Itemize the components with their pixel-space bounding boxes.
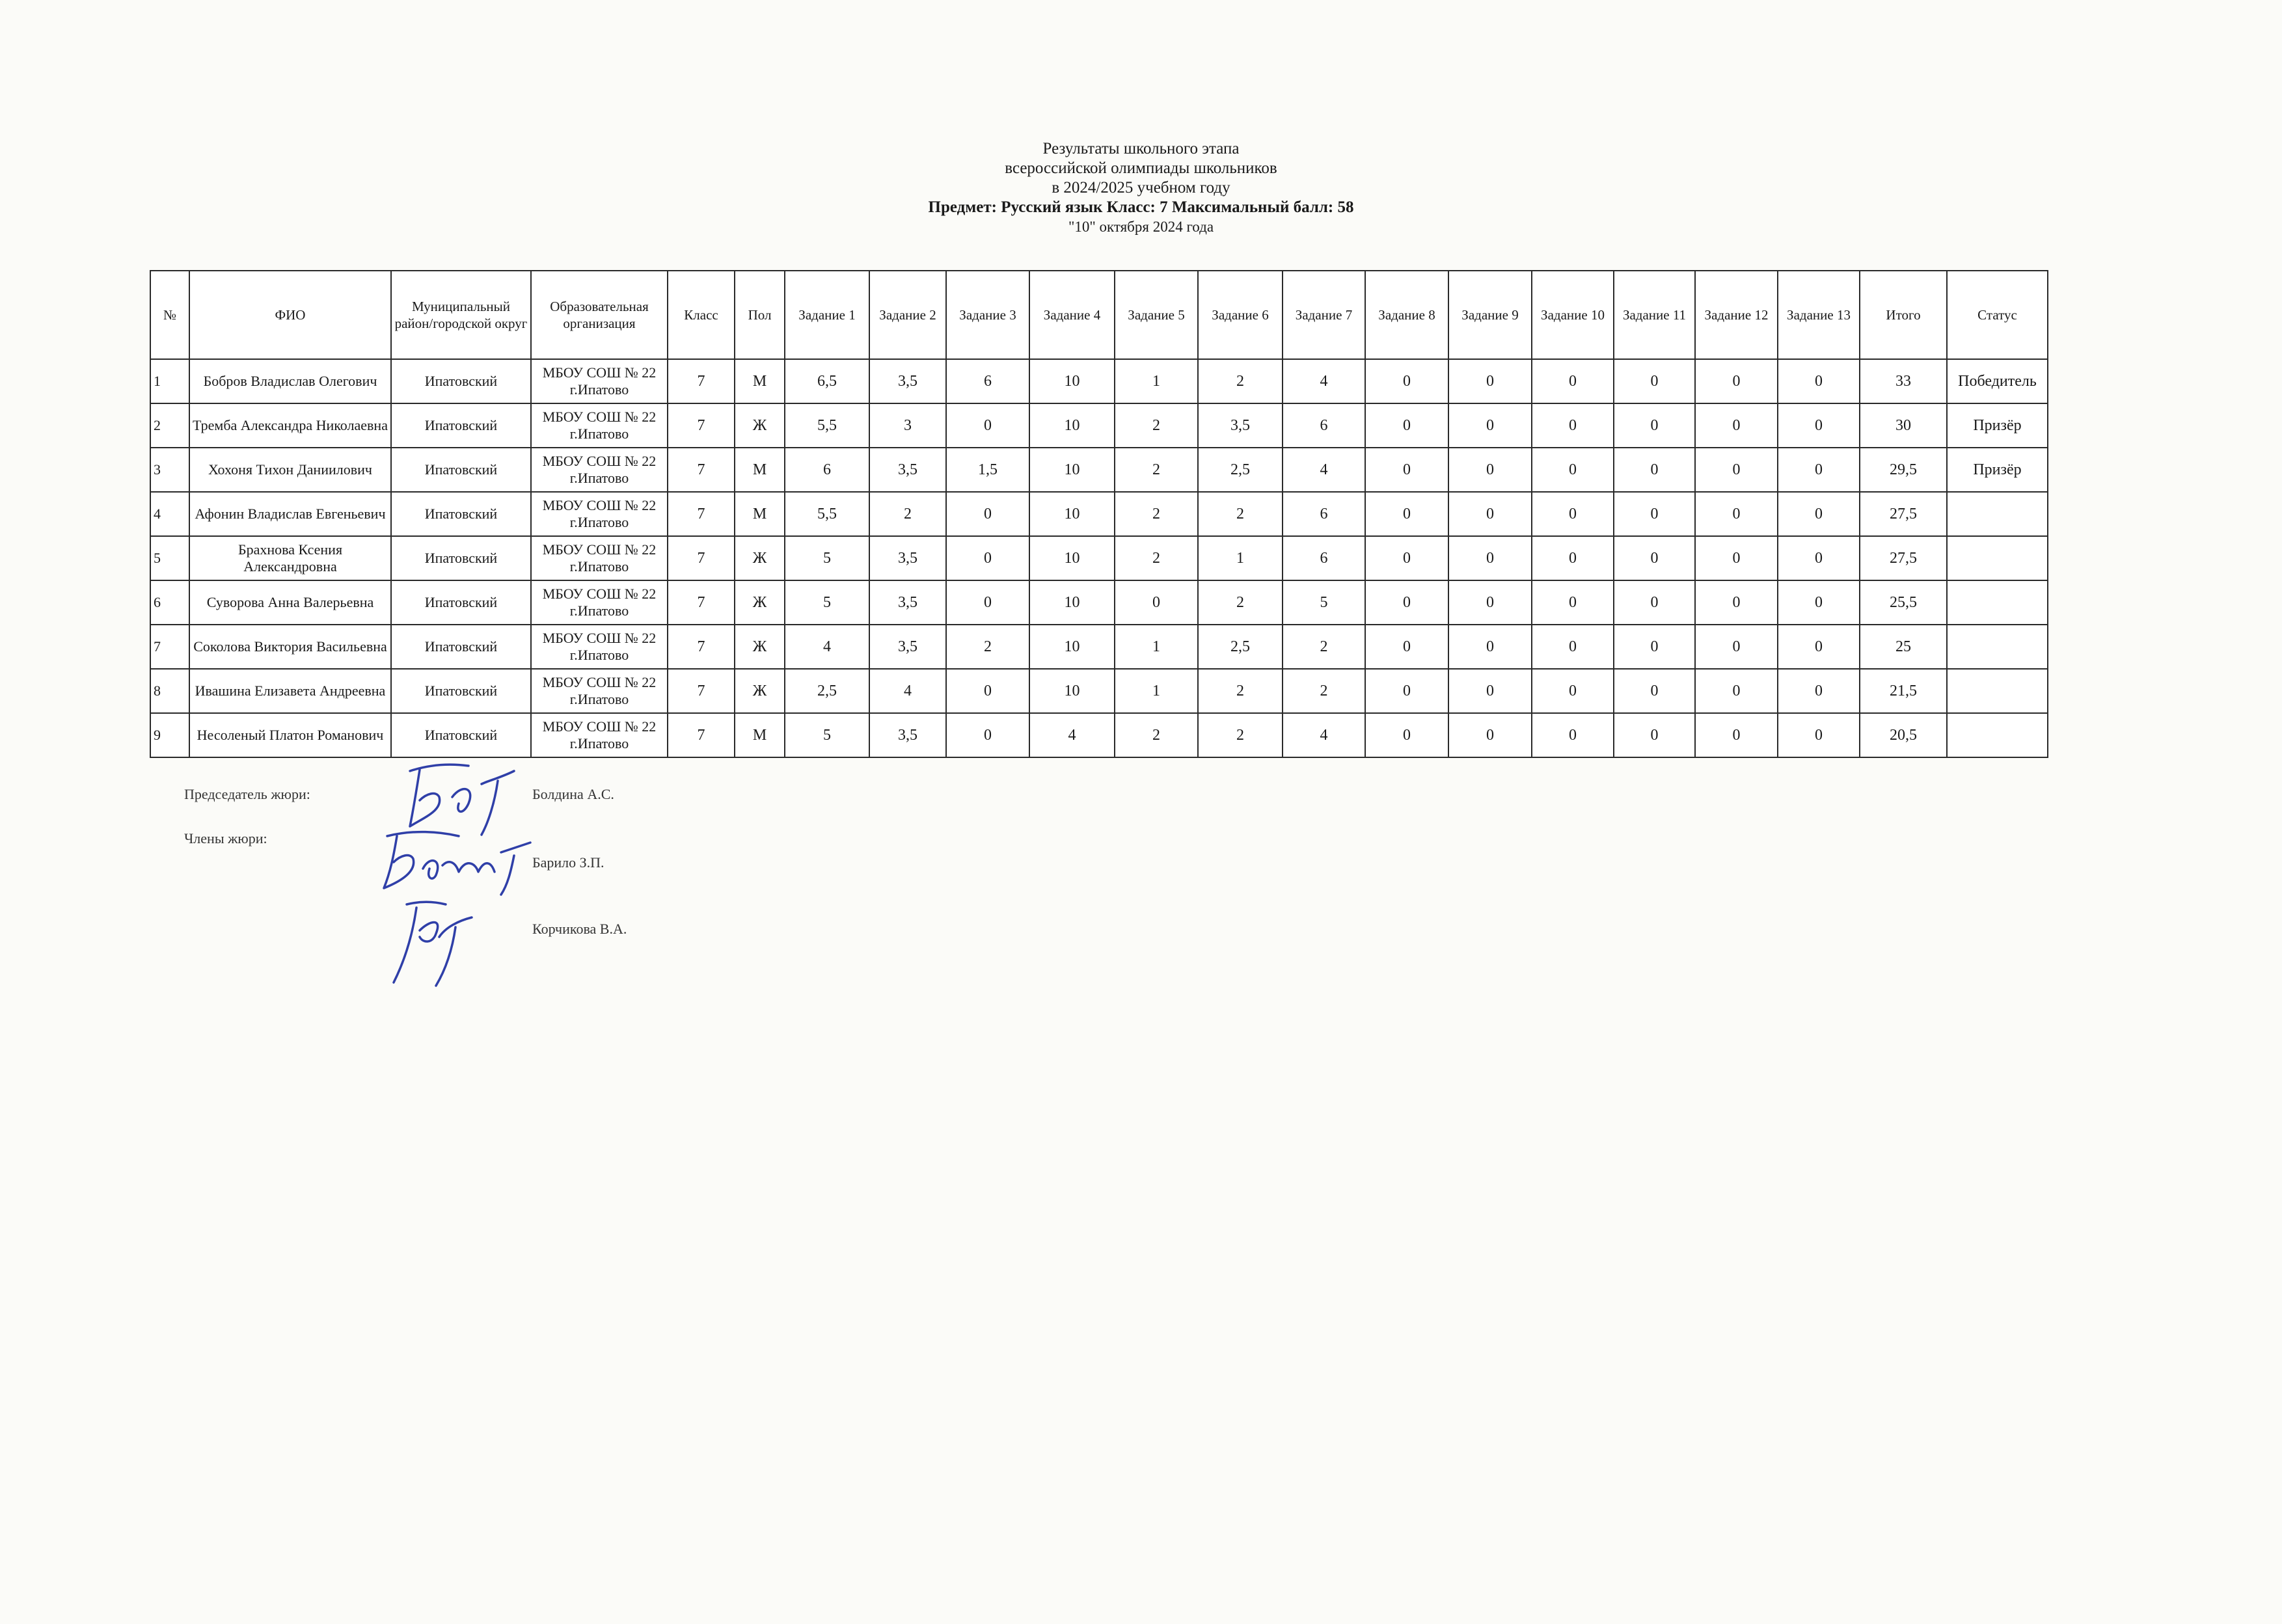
col-task-4-cell: 10 — [1029, 448, 1115, 492]
col-total-header: Итого — [1860, 271, 1947, 359]
col-task-10-cell: 0 — [1532, 492, 1614, 536]
col-task-1-cell: 5,5 — [785, 403, 869, 448]
col-task-8-cell: 0 — [1365, 625, 1448, 669]
title-line-1: Результаты школьного этапа — [1042, 140, 1240, 157]
table-row — [150, 536, 2048, 580]
col-task-10-cell: 0 — [1532, 536, 1614, 580]
col-task-12-cell: 0 — [1695, 625, 1778, 669]
col-number-cell: 5 — [150, 536, 189, 580]
col-task-13-cell: 0 — [1778, 669, 1860, 713]
col-task-13-cell: 0 — [1778, 403, 1860, 448]
col-task-6-cell: 2 — [1198, 669, 1283, 713]
col-fio-cell: Афонин Владислав Евгеньевич — [189, 492, 391, 536]
col-task-13-cell: 0 — [1778, 713, 1860, 757]
table-row — [150, 448, 2048, 492]
col-task-12-cell: 0 — [1695, 580, 1778, 625]
col-fio-cell: Бобров Владислав Олегович — [189, 359, 391, 403]
col-class-header: Класс — [668, 271, 735, 359]
col-task-4-cell: 10 — [1029, 625, 1115, 669]
col-task-9-cell: 0 — [1448, 492, 1532, 536]
col-organization-cell: МБОУ СОШ № 22 г.Ипатово — [531, 403, 668, 448]
col-municipality-header: Муниципальный район/городской округ — [391, 271, 531, 359]
col-task-7-cell: 2 — [1283, 669, 1365, 713]
col-task-9-header: Задание 9 — [1448, 271, 1532, 359]
col-fio-cell: Хохоня Тихон Даниилович — [189, 448, 391, 492]
col-class-cell: 7 — [668, 536, 735, 580]
col-number-header: № — [150, 271, 189, 359]
col-status-cell: Призёр — [1947, 403, 2048, 448]
col-task-11-cell: 0 — [1614, 448, 1695, 492]
results-table — [150, 270, 2048, 758]
table-row — [150, 403, 2048, 448]
col-task-6-header: Задание 6 — [1198, 271, 1283, 359]
col-organization-header: Образовательная организация — [531, 271, 668, 359]
col-class-cell: 7 — [668, 359, 735, 403]
col-total-cell: 21,5 — [1860, 669, 1947, 713]
col-task-1-cell: 6 — [785, 448, 869, 492]
col-class-cell: 7 — [668, 669, 735, 713]
title-line-2: всероссийской олимпиады школьников — [1005, 159, 1277, 177]
col-class-cell: 7 — [668, 580, 735, 625]
col-gender-cell: Ж — [735, 580, 785, 625]
col-status-cell — [1947, 492, 2048, 536]
col-task-2-cell: 4 — [869, 669, 946, 713]
col-task-5-cell: 2 — [1115, 536, 1198, 580]
col-task-4-cell: 10 — [1029, 580, 1115, 625]
col-task-10-cell: 0 — [1532, 359, 1614, 403]
col-task-12-cell: 0 — [1695, 669, 1778, 713]
col-task-3-cell: 1,5 — [946, 448, 1029, 492]
col-task-13-cell: 0 — [1778, 580, 1860, 625]
col-task-3-cell: 0 — [946, 713, 1029, 757]
col-task-6-cell: 1 — [1198, 536, 1283, 580]
member-2-signature — [381, 891, 485, 989]
col-class-cell: 7 — [668, 713, 735, 757]
table-row — [150, 359, 2048, 403]
col-class-cell: 7 — [668, 625, 735, 669]
col-task-6-cell: 2 — [1198, 492, 1283, 536]
col-fio-cell: Ивашина Елизавета Андреевна — [189, 669, 391, 713]
col-gender-cell: Ж — [735, 403, 785, 448]
col-task-2-cell: 2 — [869, 492, 946, 536]
col-task-7-cell: 6 — [1283, 492, 1365, 536]
col-total-cell: 30 — [1860, 403, 1947, 448]
col-gender-cell: Ж — [735, 536, 785, 580]
col-task-5-header: Задание 5 — [1115, 271, 1198, 359]
col-task-9-cell: 0 — [1448, 359, 1532, 403]
col-fio-cell: Суворова Анна Валерьевна — [189, 580, 391, 625]
table-body — [150, 359, 2048, 757]
col-municipality-cell: Ипатовский — [391, 403, 531, 448]
col-task-11-cell: 0 — [1614, 669, 1695, 713]
col-number-cell: 2 — [150, 403, 189, 448]
col-number-cell: 1 — [150, 359, 189, 403]
col-municipality-cell: Ипатовский — [391, 580, 531, 625]
col-task-11-cell: 0 — [1614, 625, 1695, 669]
col-total-cell: 29,5 — [1860, 448, 1947, 492]
table-row — [150, 625, 2048, 669]
col-total-cell: 33 — [1860, 359, 1947, 403]
col-task-2-cell: 3,5 — [869, 359, 946, 403]
col-organization-cell: МБОУ СОШ № 22 г.Ипатово — [531, 359, 668, 403]
col-task-13-cell: 0 — [1778, 359, 1860, 403]
col-task-9-cell: 0 — [1448, 403, 1532, 448]
col-task-12-cell: 0 — [1695, 536, 1778, 580]
col-municipality-cell: Ипатовский — [391, 669, 531, 713]
col-task-12-header: Задание 12 — [1695, 271, 1778, 359]
col-task-10-cell: 0 — [1532, 448, 1614, 492]
col-organization-cell: МБОУ СОШ № 22 г.Ипатово — [531, 625, 668, 669]
col-organization-cell: МБОУ СОШ № 22 г.Ипатово — [531, 536, 668, 580]
title-line-3: в 2024/2025 учебном году — [1052, 179, 1230, 196]
col-task-5-cell: 2 — [1115, 448, 1198, 492]
col-task-8-cell: 0 — [1365, 669, 1448, 713]
col-task-3-cell: 0 — [946, 580, 1029, 625]
col-task-2-cell: 3,5 — [869, 536, 946, 580]
col-task-11-cell: 0 — [1614, 359, 1695, 403]
col-number-cell: 6 — [150, 580, 189, 625]
member-1-name: Барило З.П. — [532, 854, 604, 871]
col-task-13-cell: 0 — [1778, 492, 1860, 536]
col-fio-header: ФИО — [189, 271, 391, 359]
col-number-cell: 8 — [150, 669, 189, 713]
col-fio-cell: Соколова Виктория Васильевна — [189, 625, 391, 669]
col-task-5-cell: 1 — [1115, 359, 1198, 403]
col-total-cell: 27,5 — [1860, 492, 1947, 536]
col-gender-cell: М — [735, 359, 785, 403]
col-task-8-cell: 0 — [1365, 403, 1448, 448]
col-task-13-cell: 0 — [1778, 625, 1860, 669]
col-task-7-header: Задание 7 — [1283, 271, 1365, 359]
col-task-11-header: Задание 11 — [1614, 271, 1695, 359]
table-row — [150, 580, 2048, 625]
col-task-3-cell: 0 — [946, 403, 1029, 448]
col-organization-cell: МБОУ СОШ № 22 г.Ипатово — [531, 448, 668, 492]
col-number-cell: 9 — [150, 713, 189, 757]
col-task-11-cell: 0 — [1614, 536, 1695, 580]
col-task-8-header: Задание 8 — [1365, 271, 1448, 359]
table-row — [150, 492, 2048, 536]
col-task-2-cell: 3 — [869, 403, 946, 448]
col-task-7-cell: 5 — [1283, 580, 1365, 625]
col-task-3-cell: 6 — [946, 359, 1029, 403]
col-number-cell: 4 — [150, 492, 189, 536]
col-task-10-cell: 0 — [1532, 625, 1614, 669]
col-organization-cell: МБОУ СОШ № 22 г.Ипатово — [531, 580, 668, 625]
col-task-1-cell: 5 — [785, 536, 869, 580]
col-task-3-header: Задание 3 — [946, 271, 1029, 359]
member-1-signature — [361, 826, 537, 898]
col-task-12-cell: 0 — [1695, 713, 1778, 757]
col-number-cell: 3 — [150, 448, 189, 492]
col-status-cell — [1947, 713, 2048, 757]
col-municipality-cell: Ипатовский — [391, 492, 531, 536]
col-task-6-cell: 2 — [1198, 713, 1283, 757]
col-task-3-cell: 0 — [946, 536, 1029, 580]
col-task-9-cell: 0 — [1448, 536, 1532, 580]
col-status-cell — [1947, 669, 2048, 713]
col-task-8-cell: 0 — [1365, 536, 1448, 580]
col-status-cell — [1947, 580, 2048, 625]
col-task-1-cell: 2,5 — [785, 669, 869, 713]
subject-line: Предмет: Русский язык Класс: 7 Максимальный балл: 58 — [928, 198, 1354, 216]
col-task-7-cell: 6 — [1283, 536, 1365, 580]
col-task-5-cell: 2 — [1115, 492, 1198, 536]
col-status-cell: Призёр — [1947, 448, 2048, 492]
col-task-1-cell: 5 — [785, 580, 869, 625]
col-number-cell: 7 — [150, 625, 189, 669]
col-task-7-cell: 2 — [1283, 625, 1365, 669]
col-task-11-cell: 0 — [1614, 492, 1695, 536]
col-task-2-cell: 3,5 — [869, 713, 946, 757]
col-class-cell: 7 — [668, 403, 735, 448]
col-status-cell — [1947, 536, 2048, 580]
chair-name: Болдина А.С. — [532, 786, 614, 802]
col-municipality-cell: Ипатовский — [391, 448, 531, 492]
col-task-5-cell: 1 — [1115, 625, 1198, 669]
col-task-3-cell: 0 — [946, 492, 1029, 536]
col-task-1-cell: 5,5 — [785, 492, 869, 536]
col-task-8-cell: 0 — [1365, 492, 1448, 536]
col-task-3-cell: 0 — [946, 669, 1029, 713]
col-total-cell: 25 — [1860, 625, 1947, 669]
col-task-10-cell: 0 — [1532, 403, 1614, 448]
col-status-cell — [1947, 625, 2048, 669]
col-task-2-header: Задание 2 — [869, 271, 946, 359]
col-task-12-cell: 0 — [1695, 403, 1778, 448]
col-task-1-cell: 5 — [785, 713, 869, 757]
col-task-6-cell: 3,5 — [1198, 403, 1283, 448]
col-task-13-cell: 0 — [1778, 448, 1860, 492]
col-organization-cell: МБОУ СОШ № 22 г.Ипатово — [531, 492, 668, 536]
table-row — [150, 669, 2048, 713]
header-row — [150, 271, 2048, 359]
col-task-6-cell: 2 — [1198, 359, 1283, 403]
col-total-cell: 27,5 — [1860, 536, 1947, 580]
col-total-cell: 25,5 — [1860, 580, 1947, 625]
table-row — [150, 713, 2048, 757]
col-task-9-cell: 0 — [1448, 713, 1532, 757]
col-gender-cell: М — [735, 492, 785, 536]
col-task-9-cell: 0 — [1448, 448, 1532, 492]
col-task-4-cell: 10 — [1029, 669, 1115, 713]
col-task-12-cell: 0 — [1695, 359, 1778, 403]
col-gender-cell: М — [735, 448, 785, 492]
col-class-cell: 7 — [668, 492, 735, 536]
col-task-8-cell: 0 — [1365, 713, 1448, 757]
col-task-3-cell: 2 — [946, 625, 1029, 669]
col-fio-cell: Брахнова Ксения Александровна — [189, 536, 391, 580]
col-task-8-cell: 0 — [1365, 448, 1448, 492]
col-task-11-cell: 0 — [1614, 713, 1695, 757]
col-task-11-cell: 0 — [1614, 580, 1695, 625]
date-line: "10" октября 2024 года — [1068, 219, 1214, 235]
col-fio-cell: Тремба Александра Николаевна — [189, 403, 391, 448]
col-task-5-cell: 2 — [1115, 403, 1198, 448]
chair-label: Председатель жюри: — [184, 786, 310, 802]
col-task-1-header: Задание 1 — [785, 271, 869, 359]
col-task-10-header: Задание 10 — [1532, 271, 1614, 359]
col-gender-cell: Ж — [735, 625, 785, 669]
col-status-header: Статус — [1947, 271, 2048, 359]
member-2-name: Корчикова В.А. — [532, 921, 627, 937]
col-task-10-cell: 0 — [1532, 713, 1614, 757]
col-task-5-cell: 1 — [1115, 669, 1198, 713]
col-task-2-cell: 3,5 — [869, 625, 946, 669]
col-task-7-cell: 4 — [1283, 713, 1365, 757]
col-task-5-cell: 0 — [1115, 580, 1198, 625]
col-task-4-cell: 10 — [1029, 536, 1115, 580]
col-task-12-cell: 0 — [1695, 448, 1778, 492]
col-organization-cell: МБОУ СОШ № 22 г.Ипатово — [531, 713, 668, 757]
col-task-8-cell: 0 — [1365, 359, 1448, 403]
col-task-6-cell: 2,5 — [1198, 625, 1283, 669]
col-organization-cell: МБОУ СОШ № 22 г.Ипатово — [531, 669, 668, 713]
col-task-1-cell: 4 — [785, 625, 869, 669]
col-task-9-cell: 0 — [1448, 625, 1532, 669]
col-task-4-cell: 10 — [1029, 492, 1115, 536]
col-task-5-cell: 2 — [1115, 713, 1198, 757]
col-task-13-header: Задание 13 — [1778, 271, 1860, 359]
col-task-4-cell: 10 — [1029, 359, 1115, 403]
col-task-10-cell: 0 — [1532, 580, 1614, 625]
col-gender-cell: М — [735, 713, 785, 757]
document-header — [0, 139, 2282, 237]
col-task-11-cell: 0 — [1614, 403, 1695, 448]
col-task-12-cell: 0 — [1695, 492, 1778, 536]
col-task-9-cell: 0 — [1448, 669, 1532, 713]
col-status-cell: Победитель — [1947, 359, 2048, 403]
col-task-9-cell: 0 — [1448, 580, 1532, 625]
col-task-2-cell: 3,5 — [869, 448, 946, 492]
col-task-4-cell: 4 — [1029, 713, 1115, 757]
col-task-10-cell: 0 — [1532, 669, 1614, 713]
col-fio-cell: Несоленый Платон Романович — [189, 713, 391, 757]
col-gender-cell: Ж — [735, 669, 785, 713]
col-task-4-cell: 10 — [1029, 403, 1115, 448]
col-task-1-cell: 6,5 — [785, 359, 869, 403]
col-task-13-cell: 0 — [1778, 536, 1860, 580]
col-task-7-cell: 4 — [1283, 359, 1365, 403]
col-task-4-header: Задание 4 — [1029, 271, 1115, 359]
col-class-cell: 7 — [668, 448, 735, 492]
col-municipality-cell: Ипатовский — [391, 625, 531, 669]
col-total-cell: 20,5 — [1860, 713, 1947, 757]
col-task-7-cell: 4 — [1283, 448, 1365, 492]
col-task-7-cell: 6 — [1283, 403, 1365, 448]
col-task-6-cell: 2 — [1198, 580, 1283, 625]
col-municipality-cell: Ипатовский — [391, 359, 531, 403]
col-task-2-cell: 3,5 — [869, 580, 946, 625]
col-municipality-cell: Ипатовский — [391, 713, 531, 757]
col-task-6-cell: 2,5 — [1198, 448, 1283, 492]
col-gender-header: Пол — [735, 271, 785, 359]
col-municipality-cell: Ипатовский — [391, 536, 531, 580]
members-label: Члены жюри: — [184, 830, 267, 846]
col-task-8-cell: 0 — [1365, 580, 1448, 625]
